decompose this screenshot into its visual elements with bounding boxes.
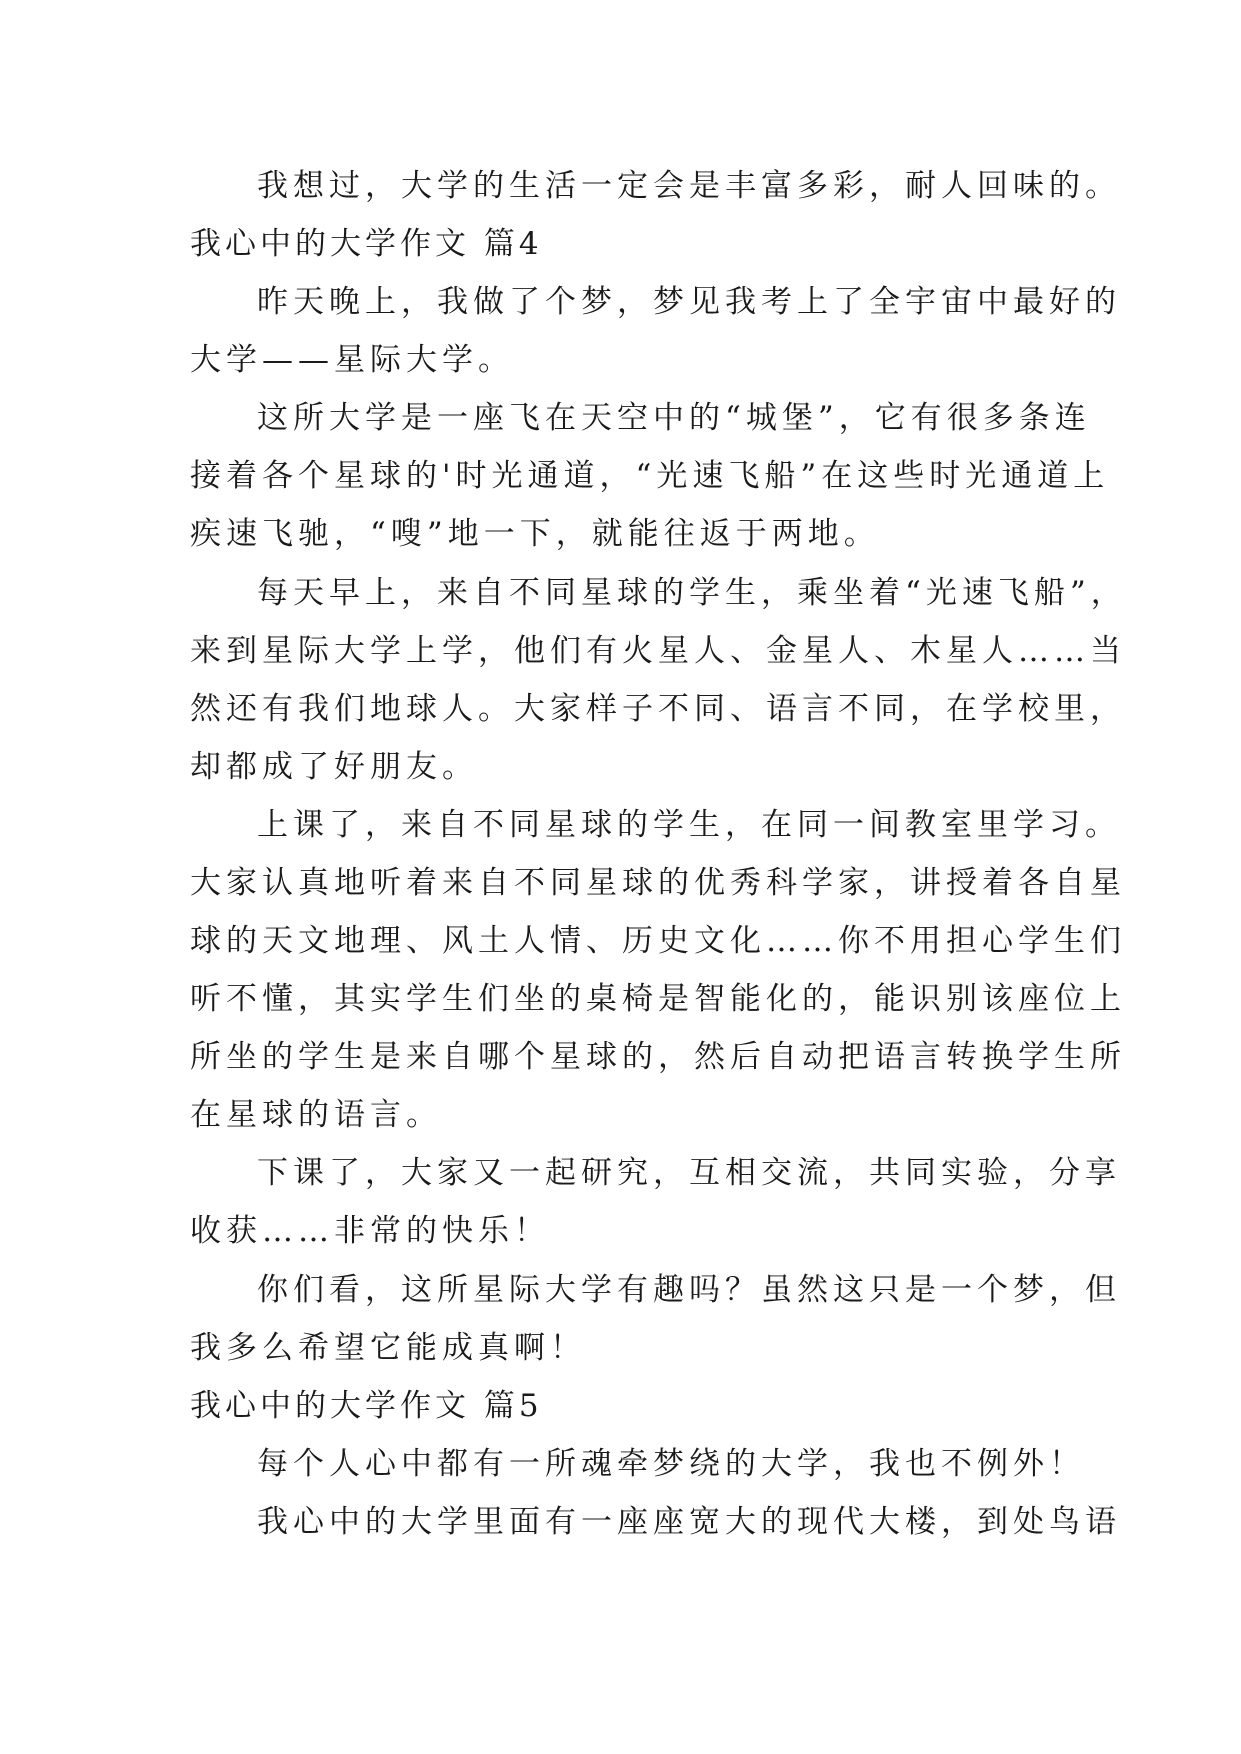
paragraph-line: 每个人心中都有一所魂牵梦绕的大学，我也不例外！ <box>257 1446 1085 1482</box>
paragraph-line: 昨天晚上，我做了个梦，梦见我考上了全宇宙中最好的 <box>257 284 1121 320</box>
paragraph-line: 接着各个星球的'时光通道，“光速飞船”在这些时光通道上 <box>190 458 1110 494</box>
paragraph-line: 来到星际大学上学，他们有火星人、金星人、木星人……当 <box>190 633 1126 669</box>
paragraph-line: 收获……非常的快乐！ <box>190 1213 550 1249</box>
paragraph-line: 然还有我们地球人。大家样子不同、语言不同，在学校里， <box>190 691 1126 727</box>
paragraph-line: 所坐的学生是来自哪个星球的，然后自动把语言转换学生所 <box>190 1039 1126 1075</box>
paragraph-line: 在星球的语言。 <box>190 1097 442 1133</box>
paragraph-line: 却都成了好朋友。 <box>190 749 478 785</box>
paragraph-line: 疾速飞驰，“嗖”地一下，就能往返于两地。 <box>190 516 880 552</box>
paragraph-line: 大家认真地听着来自不同星球的优秀科学家，讲授着各自星 <box>190 865 1126 901</box>
paragraph-line: 听不懂，其实学生们坐的桌椅是智能化的，能识别该座位上 <box>190 981 1126 1017</box>
paragraph-line: 我心中的大学里面有一座座宽大的现代大楼，到处鸟语 <box>257 1504 1121 1540</box>
paragraph-line: 大学——星际大学。 <box>190 342 514 378</box>
paragraph-line: 上课了，来自不同星球的学生，在同一间教室里学习。 <box>257 807 1121 843</box>
paragraph-line: 你们看，这所星际大学有趣吗？虽然这只是一个梦，但 <box>257 1272 1121 1308</box>
paragraph-line: 球的天文地理、风土人情、历史文化……你不用担心学生们 <box>190 923 1126 959</box>
paragraph-line: 下课了，大家又一起研究，互相交流，共同实验，分享 <box>257 1155 1121 1191</box>
paragraph-line: 我多么希望它能成真啊！ <box>190 1330 586 1366</box>
section-heading: 我心中的大学作文 篇4 <box>190 226 543 262</box>
paragraph-line: 这所大学是一座飞在天空中的“城堡”，它有很多条连 <box>257 400 1091 436</box>
paragraph-line: 我想过，大学的生活一定会是丰富多彩，耐人回味的。 <box>257 168 1121 204</box>
section-heading: 我心中的大学作文 篇5 <box>190 1388 543 1424</box>
paragraph-line: 每天早上，来自不同星球的学生，乘坐着“光速飞船”， <box>257 575 1127 611</box>
